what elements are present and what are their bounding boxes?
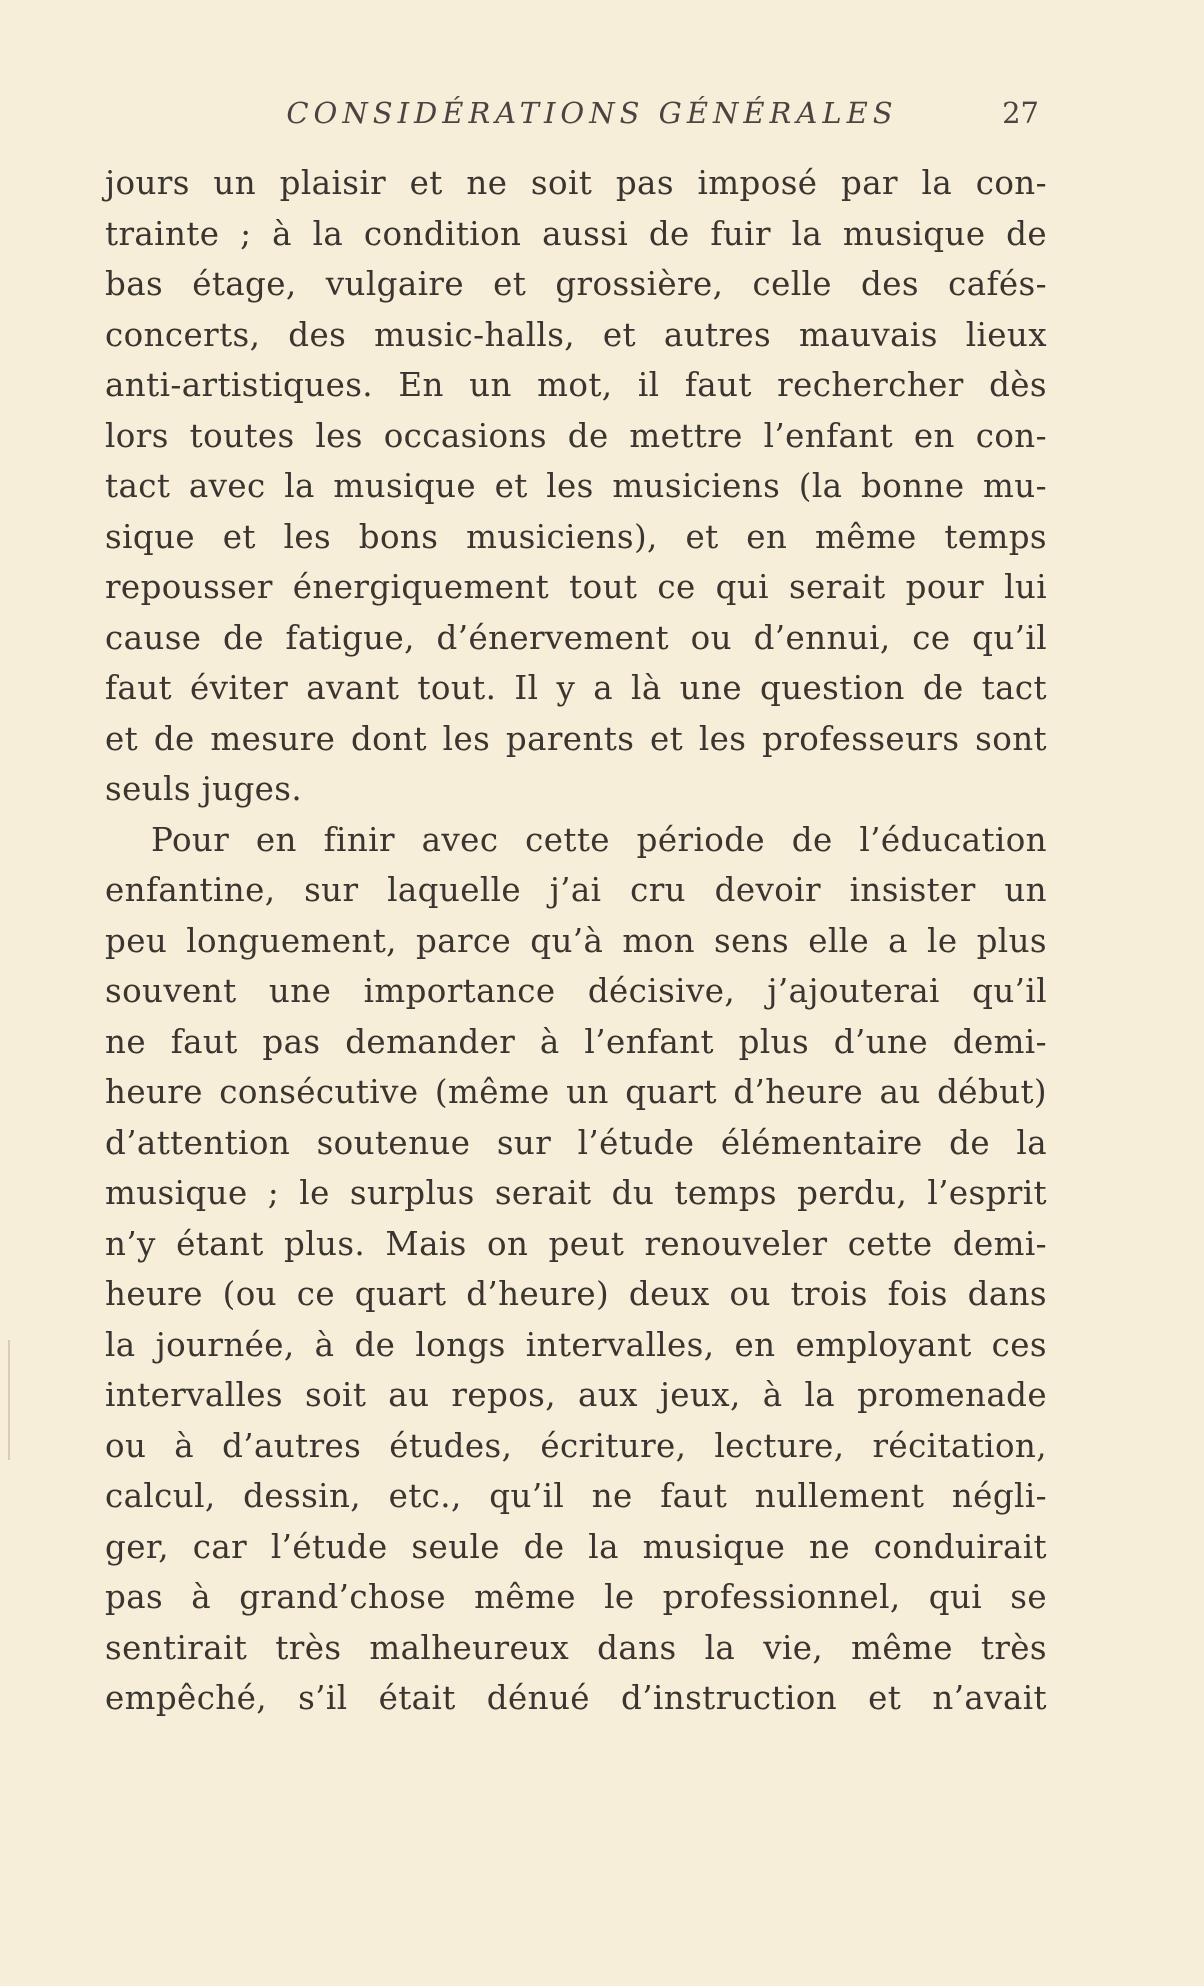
text-line: la journée, à de longs intervalles, en employant ces <box>105 1325 1047 1364</box>
text-line: trainte ; à la condition aussi de fuir la musique de <box>105 214 1047 253</box>
text-line: peu longuement, parce qu’à mon sens elle a le plus <box>105 921 1047 960</box>
text-line: heure (ou ce quart d’heure) deux ou trois fois dans <box>105 1275 1047 1313</box>
text-line: ou à d’autres études, écriture, lecture, récitation, <box>105 1426 1047 1465</box>
running-title: CONSIDÉRATIONS GÉNÉRALES <box>286 96 898 130</box>
text-line: et de mesure dont les parents et les professeurs sont <box>105 719 1047 758</box>
text-line: cause de fatigue, d’énervement ou d’ennui, ce qu’il <box>105 618 1047 657</box>
page-number: 27 <box>1002 96 1039 130</box>
text-line: intervalles soit au repos, aux jeux, à la promenade <box>105 1376 1047 1414</box>
text-line: d’attention soutenue sur l’étude élémentaire de la <box>105 1123 1047 1162</box>
page-edge-mark <box>8 1340 10 1460</box>
text-line: calcul, dessin, etc., qu’il ne faut nullement négli- <box>105 1477 1047 1515</box>
text-line: sique et les bons musiciens), et en même temps <box>105 517 1047 556</box>
text-line: concerts, des music-halls, et autres mauvais lieux <box>105 315 1047 354</box>
text-line: faut éviter avant tout. Il y a là une question de tact <box>105 669 1047 707</box>
text-line: Pour en finir avec cette période de l’éducation <box>151 820 1047 859</box>
text-line: tact avec la musique et les musiciens (la bonne mu- <box>105 467 1047 505</box>
running-head <box>105 96 1039 136</box>
text-line: musique ; le surplus serait du temps perdu, l’esprit <box>105 1174 1047 1212</box>
text-line: pas à grand’chose même le professionnel, qui se <box>105 1578 1047 1616</box>
text-line: heure consécutive (même un quart d’heure au début) <box>105 1073 1047 1111</box>
text-line: n’y étant plus. Mais on peut renouveler cette demi- <box>105 1224 1047 1263</box>
text-line: ger, car l’étude seule de la musique ne conduirait <box>105 1527 1047 1566</box>
text-line: bas étage, vulgaire et grossière, celle des cafés- <box>105 265 1047 303</box>
text-line: souvent une importance décisive, j’ajouterai qu’il <box>105 972 1047 1010</box>
text-line: enfantine, sur laquelle j’ai cru devoir insister un <box>105 871 1047 909</box>
text-line: sentirait très malheureux dans la vie, même très <box>105 1628 1047 1667</box>
text-line: seuls juges. <box>105 770 303 808</box>
text-line: anti-artistiques. En un mot, il faut rechercher dès <box>105 366 1047 404</box>
body-text <box>105 158 1047 1724</box>
text-line: ne faut pas demander à l’enfant plus d’une demi- <box>105 1022 1047 1061</box>
text-line: repousser énergiquement tout ce qui serait pour lui <box>105 568 1047 606</box>
text-line: lors toutes les occasions de mettre l’enfant en con- <box>105 416 1047 455</box>
text-line: jours un plaisir et ne soit pas imposé par la con- <box>105 164 1047 202</box>
text-line: empêché, s’il était dénué d’instruction et n’avait <box>105 1679 1047 1717</box>
